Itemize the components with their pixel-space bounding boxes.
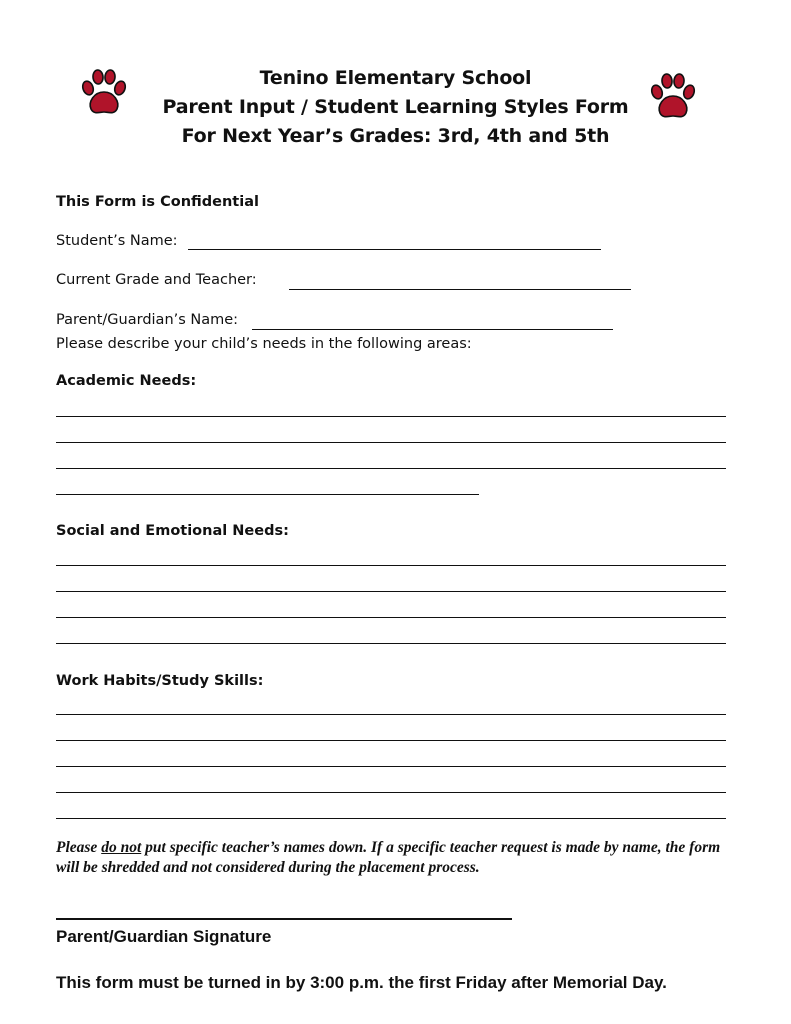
confidential-label: This Form is Confidential — [56, 194, 259, 210]
note-text-end: put specific teacher’s names down. If a specific teacher request is made by name, the form will be shredded and not considered during the placement process. — [56, 839, 721, 876]
work-habits-heading: Work Habits/Study Skills: — [56, 673, 264, 689]
academic-line[interactable] — [56, 468, 726, 469]
social-line[interactable] — [56, 565, 726, 566]
guardian-name-label: Parent/Guardian’s Name: — [56, 312, 239, 328]
social-line[interactable] — [56, 617, 726, 618]
academic-line[interactable] — [56, 494, 479, 495]
work-habits-line[interactable] — [56, 792, 726, 793]
school-name: Tenino Elementary School — [259, 67, 532, 89]
work-habits-line[interactable] — [56, 766, 726, 767]
signature-field[interactable] — [56, 918, 512, 920]
form-header — [0, 64, 791, 151]
academic-line[interactable] — [56, 442, 726, 443]
form-subtitle: For Next Year’s Grades: 3rd, 4th and 5th — [181, 125, 610, 147]
academic-line[interactable] — [56, 416, 726, 417]
grade-teacher-label: Current Grade and Teacher: — [56, 272, 257, 288]
note-emphasis: do not — [101, 839, 142, 856]
teacher-request-note — [56, 838, 736, 878]
guardian-name-field[interactable] — [252, 329, 613, 330]
academic-needs-heading: Academic Needs: — [56, 373, 197, 389]
social-needs-heading: Social and Emotional Needs: — [56, 523, 289, 539]
signature-label: Parent/Guardian Signature — [56, 927, 272, 946]
social-line[interactable] — [56, 591, 726, 592]
student-name-label: Student’s Name: — [56, 233, 178, 249]
note-text-start: Please — [56, 839, 102, 856]
work-habits-line[interactable] — [56, 740, 726, 741]
grade-teacher-field[interactable] — [289, 289, 631, 290]
form-title: Parent Input / Student Learning Styles Form — [162, 96, 629, 118]
work-habits-line[interactable] — [56, 818, 726, 819]
deadline-notice: This form must be turned in by 3:00 p.m. the first Friday after Memorial Day. — [56, 973, 667, 992]
work-habits-line[interactable] — [56, 714, 726, 715]
social-line[interactable] — [56, 643, 726, 644]
instructions-text: Please describe your child’s needs in the following areas: — [56, 336, 472, 352]
student-name-field[interactable] — [188, 249, 601, 250]
